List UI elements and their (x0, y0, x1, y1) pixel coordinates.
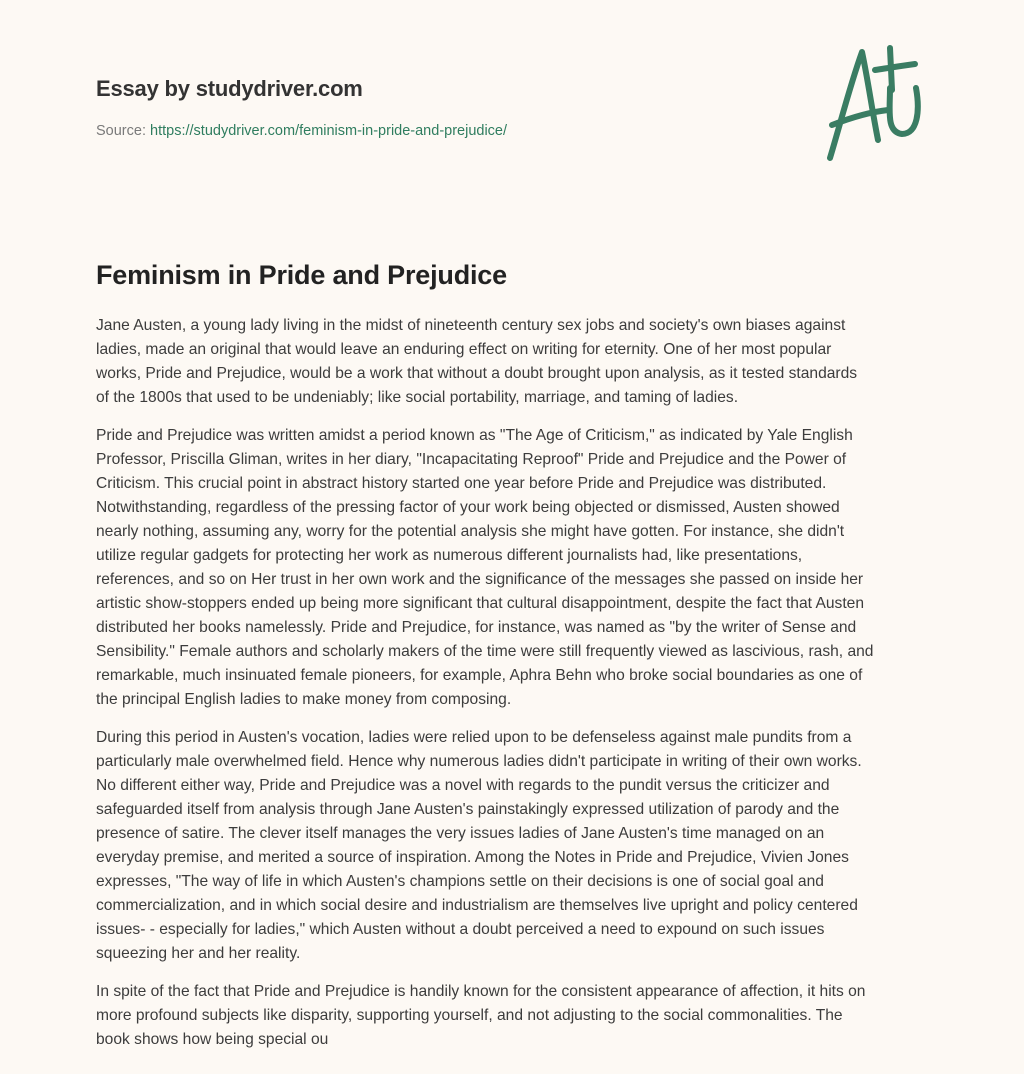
paragraph-line: more profound subjects like disparity, supporting yourself, and not adjusting to the social commonalities. The (96, 1007, 843, 1024)
paragraph-line: squeezing her and her reality. (96, 945, 301, 962)
paragraph-line: ladies, made an original that would leave an enduring effect on writing for eternity. One of her most popular (96, 341, 832, 358)
paragraph-line: safeguarded itself from analysis through Jane Austen's painstakingly expressed utilization of parody and the (96, 801, 840, 818)
source-label: Source: (96, 123, 146, 139)
a-plus-logo (820, 40, 930, 165)
paragraph-line: utilize regular gadgets for protecting her work as numerous different journalists had, like presentations, (96, 547, 803, 564)
site-title: Essay by studydriver.com (96, 76, 363, 101)
paragraph-line: nearly nothing, assuming any, worry for the potential analysis she might have gotten. For instance, she didn't (96, 523, 845, 540)
paragraph-line: artistic show-stoppers ended up being more significant that cultural disappointment, despite the fact that Austen (96, 595, 865, 612)
paragraph-line: particularly male overwhelmed field. Hence why numerous ladies didn't participate in writing of their own works. (96, 753, 862, 770)
paragraph-line: of the 1800s that used to be undeniably; like social portability, marriage, and taming of ladies. (96, 389, 739, 406)
source-line (96, 123, 507, 139)
paragraph (96, 424, 946, 712)
paragraph-line: presence of satire. The clever itself manages the very issues ladies of Jane Austen's time managed on an (96, 825, 825, 842)
paragraph-line: Notwithstanding, regardless of the pressing factor of your work being objected or dismissed, Austen showed (96, 499, 840, 516)
paragraph-line: expresses, "The way of life in which Austen's champions settle on their decisions is one of social goal and (96, 873, 824, 890)
source-link[interactable]: https://studydriver.com/feminism-in-pride-and-prejudice/ (150, 123, 508, 139)
paragraph-line: In spite of the fact that Pride and Prejudice is handily known for the consistent appearance of affection, it hits on (96, 983, 866, 1000)
paragraph-line: the principal English ladies to make money from composing. (96, 691, 512, 708)
paragraph-line: Criticism. This crucial point in abstract history started one year before Pride and Prejudice was distributed. (96, 475, 827, 492)
essay-body (96, 314, 946, 1066)
essay-title: Feminism in Pride and Prejudice (96, 260, 507, 290)
paragraph-line: remarkable, much insinuated female pioneers, for example, Aphra Behn who broke social boundaries as one of (96, 667, 863, 684)
paragraph-line: issues- - especially for ladies," which Austen without a doubt perceived a need to expound on such issues (96, 921, 825, 938)
paragraph (96, 314, 946, 410)
paragraph-line: During this period in Austen's vocation, ladies were relied upon to be defenseless against male pundits from a (96, 729, 852, 746)
paragraph-line: Pride and Prejudice was written amidst a period known as "The Age of Criticism," as indicated by Yale English (96, 427, 853, 444)
paragraph-line: book shows how being special ou (96, 1031, 329, 1048)
paragraph-line: distributed her books namelessly. Pride and Prejudice, for instance, was named as "by the writer of Sense and (96, 619, 857, 636)
paragraph (96, 980, 946, 1052)
paragraph-line: everyday premise, and merited a source of inspiration. Among the Notes in Pride and Prejudice, Vivien Jones (96, 849, 849, 866)
paragraph-line: commercialization, and in which social desire and industrialism are themselves live upright and policy centered (96, 897, 858, 914)
paragraph-line: Jane Austen, a young lady living in the midst of nineteenth century sex jobs and society's own biases against (96, 317, 846, 334)
paragraph (96, 726, 946, 966)
paragraph-line: Professor, Priscilla Gliman, writes in her diary, "Incapacitating Reproof" Pride and Prejudice and the Power of (96, 451, 847, 468)
paragraph-line: No different either way, Pride and Prejudice was a novel with regards to the pundit versus the criticizer and (96, 777, 830, 794)
paragraph-line: works, Pride and Prejudice, would be a work that without a doubt brought upon analysis, as it tested standards (96, 365, 858, 382)
paragraph-line: references, and so on Her trust in her own work and the significance of the messages she passed on inside her (96, 571, 864, 588)
paragraph-line: Sensibility." Female authors and scholarly makers of the time were still frequently viewed as lascivious, rash, and (96, 643, 874, 660)
